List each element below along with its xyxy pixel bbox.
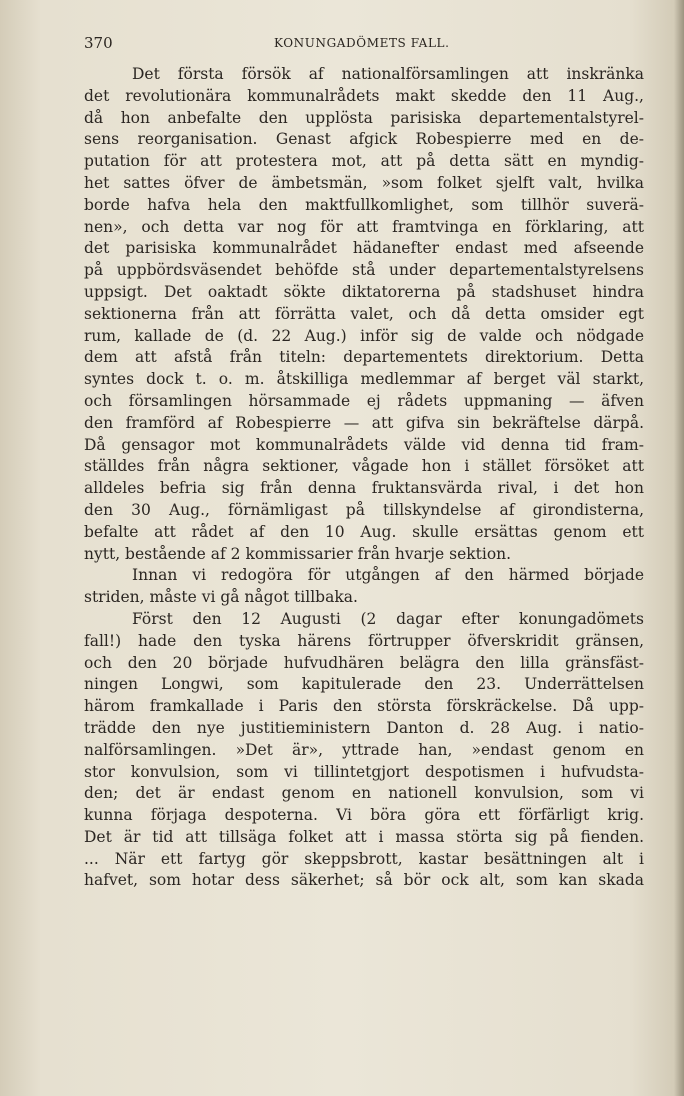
text-line: ställdes från några sektioner, vågade hon i stället försöket att bbox=[84, 457, 644, 476]
text-line: ... När ett fartyg gör skeppsbrott, kastar besättningen alt i bbox=[84, 849, 644, 868]
text-line: borde hafva hela den maktfullkomlighet, som tillhör suverä- bbox=[84, 195, 644, 214]
text-line: den; det är endast genom en nationell konvulsion, som vi bbox=[84, 784, 644, 803]
text-line: nytt, bestående af 2 kommissarier från hvarje sektion. bbox=[84, 544, 512, 563]
text-line: Det första försök af nationalförsamlingen att inskränka bbox=[132, 65, 644, 83]
text-line: det revolutionära kommunalrådets makt skedde den 11 Aug., bbox=[84, 86, 644, 105]
text-line: striden, måste vi gå något tillbaka. bbox=[84, 588, 358, 607]
text-line: på uppbördsväsendet behöfde stå under departementalstyrelsens bbox=[84, 261, 644, 280]
text-line: och den 20 började hufvudhären belägra den lilla gränsfäst- bbox=[84, 653, 644, 672]
text-line: fall!) hade den tyska härens förtrupper öfverskridit gränsen, bbox=[84, 631, 644, 650]
text-line: nen», och detta var nog för att framtvinga en förklaring, att bbox=[84, 217, 644, 236]
running-title: KONUNGADÖMETS FALL. bbox=[274, 36, 450, 50]
text-line: uppsigt. Det oaktadt sökte diktatorerna på stadshuset hindra bbox=[84, 282, 644, 301]
text-line: Först den 12 Augusti (2 dagar efter konungadömets bbox=[132, 609, 644, 628]
text-line: och församlingen hörsammade ej rådets uppmaning — äfven bbox=[84, 391, 644, 410]
text-line: alldeles befria sig från denna fruktansvärda rival, i det hon bbox=[84, 479, 644, 498]
text-line: den 30 Aug., förnämligast på tillskyndelse af girondisterna, bbox=[84, 500, 644, 519]
running-head bbox=[84, 34, 644, 54]
text-line: då hon anbefalte den upplösta parisiska departementalstyrel- bbox=[84, 108, 644, 127]
text-line: härom framkallade i Paris den största förskräckelse. Då upp- bbox=[84, 697, 644, 716]
text-line: hafvet, som hotar dess säkerhet; så bör ock alt, som kan skada bbox=[84, 871, 644, 890]
text-line: rum, kallade de (d. 22 Aug.) inför sig de valde och nödgade bbox=[84, 326, 644, 345]
text-line: sektionerna från att förrätta valet, och då detta omsider egt bbox=[84, 304, 644, 323]
text-line: ningen Longwi, som kapitulerade den 23. Underrättelsen bbox=[84, 675, 644, 694]
text-line: det parisiska kommunalrådet hädanefter endast med afseende bbox=[84, 239, 644, 258]
text-line: syntes dock t. o. m. åtskilliga medlemmar af berget väl starkt, bbox=[84, 370, 644, 389]
text-line: Det är tid att tillsäga folket att i massa störta sig på fienden. bbox=[84, 827, 644, 846]
text-line: Då gensagor mot kommunalrådets välde vid denna tid fram- bbox=[84, 435, 644, 454]
body-text bbox=[84, 64, 644, 892]
text-line: befalte att rådet af den 10 Aug. skulle ersättas genom ett bbox=[84, 522, 644, 541]
page-number: 370 bbox=[84, 34, 113, 52]
text-line: sens reorganisation. Genast afgick Robespierre med en de- bbox=[84, 130, 644, 149]
text-line: het sattes öfver de ämbetsmän, »som folket sjelft valt, hvilka bbox=[84, 173, 644, 192]
text-line: putation för att protestera mot, att på detta sätt en myndig- bbox=[84, 152, 644, 171]
text-line: trädde den nye justitieministern Danton d. 28 Aug. i natio- bbox=[84, 718, 644, 737]
text-line: stor konvulsion, som vi tillintetgjort despotismen i hufvudsta- bbox=[84, 762, 644, 781]
text-line: nalförsamlingen. »Det är», yttrade han, »endast genom en bbox=[84, 740, 644, 759]
text-line: dem att afstå från titeln: departementets direktorium. Detta bbox=[84, 348, 644, 367]
text-line: kunna förjaga despoterna. Vi böra göra ett förfärligt krig. bbox=[84, 806, 644, 825]
text-line: den framförd af Robespierre — att gifva sin bekräftelse därpå. bbox=[84, 413, 644, 432]
text-line: Innan vi redogöra för utgången af den härmed började bbox=[132, 566, 644, 585]
